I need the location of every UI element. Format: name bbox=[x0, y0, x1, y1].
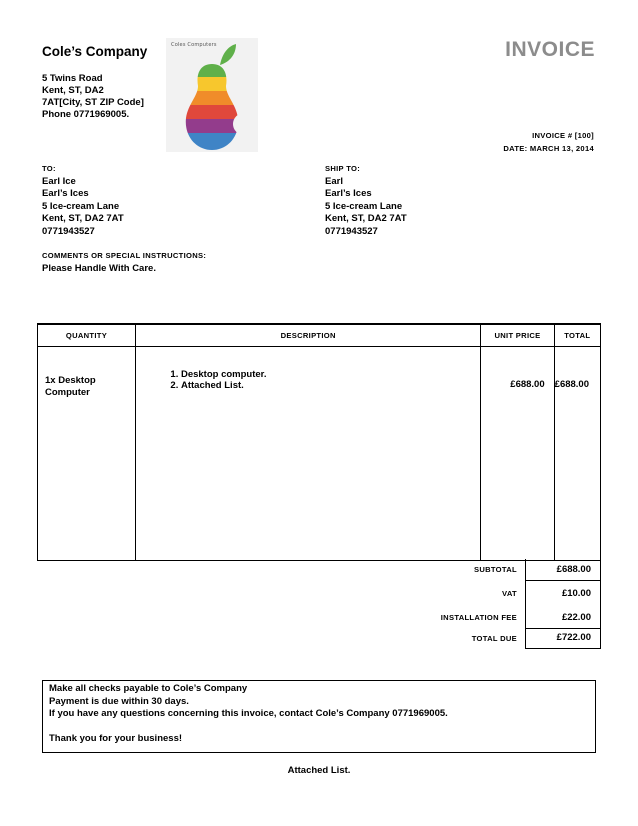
payment-terms-line: If you have any questions concerning this invoice, contact Cole’s Company 0771969005. bbox=[49, 708, 448, 719]
total-due-label: TOTAL DUE bbox=[471, 634, 517, 643]
cell-quantity bbox=[38, 346, 136, 560]
list-item: 1. Desktop computer. bbox=[181, 369, 472, 381]
vat-label: VAT bbox=[502, 589, 517, 598]
payment-terms-line: Payment is due within 30 days. bbox=[49, 695, 189, 707]
logo-caption: Coles Computers bbox=[171, 42, 217, 48]
attached-note: Attached List. bbox=[287, 765, 351, 776]
header-total: TOTAL bbox=[554, 324, 600, 346]
company-address-line: 5 Twins Road bbox=[42, 73, 103, 84]
ship-to-line: Earl’s Ices bbox=[325, 188, 372, 199]
bill-to-line: 0771943527 bbox=[42, 225, 95, 237]
company-logo bbox=[166, 38, 258, 152]
bill-to-line: 5 Ice-cream Lane bbox=[42, 200, 120, 212]
description-list bbox=[164, 369, 472, 392]
ship-to-block bbox=[325, 163, 407, 238]
header-quantity: QUANTITY bbox=[38, 324, 136, 346]
ship-to-line: 5 Ice-cream Lane bbox=[325, 200, 403, 212]
cell-unit-price: £688.00 bbox=[481, 346, 554, 560]
logo-bite bbox=[233, 113, 255, 135]
quantity-line: 1x Desktop bbox=[45, 374, 96, 386]
totals-divider bbox=[525, 648, 601, 649]
logo-stripe bbox=[166, 62, 258, 77]
total-due-value: £722.00 bbox=[556, 632, 591, 643]
bill-to-line: Earl’s Ices bbox=[42, 188, 89, 199]
ship-to-label: SHIP TO: bbox=[325, 164, 361, 173]
bill-to-line: Kent, ST, DA2 7AT bbox=[42, 213, 124, 224]
bill-to-line: Earl Ice bbox=[42, 175, 76, 187]
pear-logo-icon bbox=[166, 38, 258, 152]
subtotal-label: SUBTOTAL bbox=[473, 565, 517, 574]
header-description: DESCRIPTION bbox=[135, 324, 480, 346]
header-unit-price: UNIT PRICE bbox=[481, 324, 554, 346]
totals-divider bbox=[525, 628, 601, 629]
invoice-title: INVOICE bbox=[505, 38, 595, 61]
installation-fee-label: INSTALLATION FEE bbox=[440, 613, 517, 622]
items-table bbox=[37, 323, 601, 561]
subtotal-value: £688.00 bbox=[556, 564, 591, 575]
payment-terms-line: Make all checks payable to Cole’s Company bbox=[49, 683, 248, 694]
bill-to-label: TO: bbox=[42, 164, 56, 173]
comments-text: Please Handle With Care. bbox=[42, 263, 156, 274]
company-address bbox=[42, 73, 144, 121]
cell-description bbox=[135, 346, 480, 560]
cell-total: £688.00 bbox=[554, 346, 600, 560]
company-name: Cole’s Company bbox=[42, 44, 148, 59]
ship-to-line: Earl bbox=[325, 175, 343, 187]
quantity-line: Computer bbox=[45, 386, 90, 398]
ship-to-line: 0771943527 bbox=[325, 225, 378, 237]
company-address-line: 7AT[City, ST ZIP Code] bbox=[42, 97, 144, 108]
totals-divider bbox=[525, 580, 601, 581]
leaf-icon bbox=[220, 44, 236, 65]
company-address-line: Kent, ST, DA2 bbox=[42, 85, 104, 96]
bill-to-block bbox=[42, 163, 124, 238]
invoice-number: INVOICE # [100] bbox=[532, 131, 594, 140]
thank-you-note: Thank you for your business! bbox=[49, 732, 183, 744]
installation-fee-value: £22.00 bbox=[561, 612, 591, 623]
logo-stripe bbox=[166, 133, 258, 152]
payment-terms-box bbox=[42, 680, 596, 753]
list-item: 2. Attached List. bbox=[181, 380, 472, 392]
invoice-date: DATE: MARCH 13, 2014 bbox=[503, 143, 594, 153]
company-phone: Phone 0771969005. bbox=[42, 109, 130, 120]
logo-stripe bbox=[166, 77, 258, 91]
logo-stripe bbox=[166, 91, 258, 105]
invoice-meta bbox=[503, 130, 594, 155]
vat-value: £10.00 bbox=[561, 588, 591, 599]
table-row bbox=[38, 346, 601, 560]
ship-to-line: Kent, ST, DA2 7AT bbox=[325, 213, 407, 224]
table-header-row bbox=[38, 324, 601, 346]
comments-block bbox=[42, 249, 206, 275]
comments-label: COMMENTS OR SPECIAL INSTRUCTIONS: bbox=[42, 251, 207, 260]
